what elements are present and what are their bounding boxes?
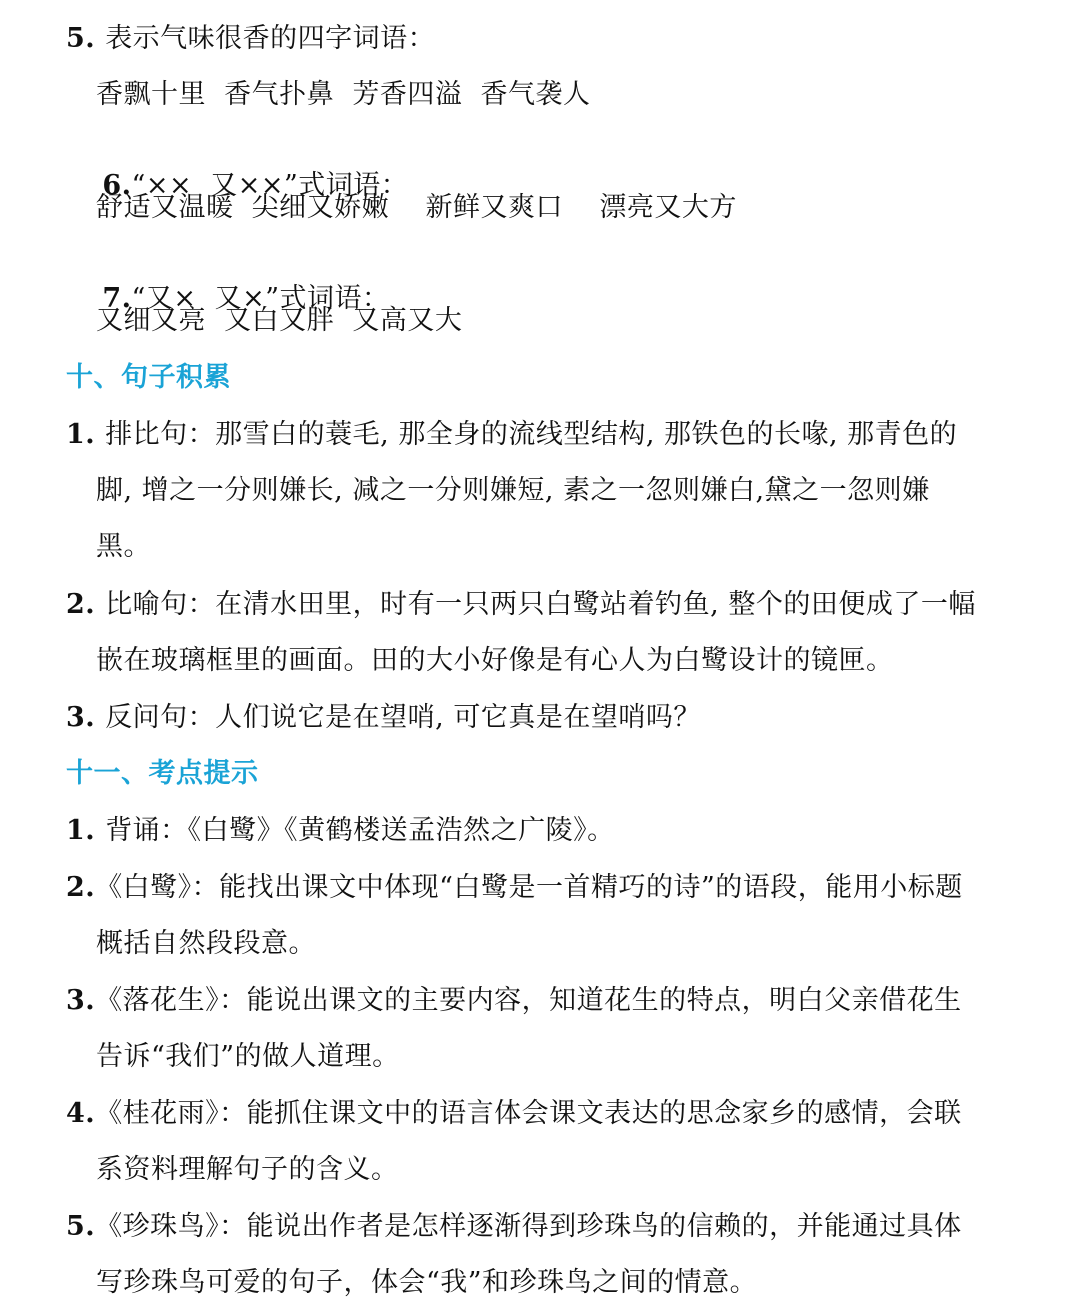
item-number: 3. xyxy=(66,985,96,1016)
item-number: 7. xyxy=(102,283,132,314)
item-number: 1. xyxy=(66,419,96,450)
exam-item-3-line-2: 告诉“我们”的做人道理。 xyxy=(96,1041,400,1072)
item-title: 表示气味很香的四字词语： xyxy=(105,23,436,54)
sentence-item-3-line-1 xyxy=(66,701,701,735)
item-text: 《白鹭》：能找出课文中体现“白鹭是一首精巧的诗”的语段，能用小标题 xyxy=(95,872,963,903)
exam-item-3-line-1 xyxy=(66,984,962,1018)
vocab-item-6-words: 舒适又温暖 尖细又娇嫩 新鲜又爽口 漂亮又大方 xyxy=(96,192,737,223)
exam-item-2-line-1 xyxy=(66,871,963,905)
item-text: 排比句：那雪白的蓑毛, 那全身的流线型结构, 那铁色的长喙, 那青色的 xyxy=(105,419,958,450)
exam-item-5-line-1 xyxy=(66,1210,962,1244)
exam-item-5-line-2: 写珍珠鸟可爱的句子，体会“我”和珍珠鸟之间的情意。 xyxy=(96,1267,758,1298)
section-11-heading: 十一、考点提示 xyxy=(66,758,259,789)
item-number: 6. xyxy=(102,170,132,201)
sentence-item-1-line-1 xyxy=(66,418,957,452)
item-number: 5. xyxy=(66,23,96,54)
item-number: 1. xyxy=(66,815,96,846)
vocab-item-5-title xyxy=(66,22,435,56)
sentence-item-2-line-2: 嵌在玻璃框里的画面。田的大小好像是有心人为白鹭设计的镜匣。 xyxy=(96,645,894,676)
item-text: 反问句：人们说它是在望哨, 可它真是在望哨吗？ xyxy=(105,702,701,733)
exam-item-4-line-1 xyxy=(66,1097,962,1131)
sentence-item-1-line-2: 脚, 增之一分则嫌长, 减之一分则嫌短, 素之一忽则嫌白,黛之一忽则嫌 xyxy=(96,475,930,506)
item-title: “又× 又×”式词语： xyxy=(131,283,390,314)
item-text: 《桂花雨》：能抓住课文中的语言体会课文表达的思念家乡的感情，会联 xyxy=(95,1098,962,1129)
vocab-item-6-title xyxy=(66,135,409,201)
item-number: 2. xyxy=(66,589,96,620)
item-text: 《落花生》：能说出课文的主要内容，知道花生的特点，明白父亲借花生 xyxy=(95,985,962,1016)
item-text: 背诵：《白鹭》《黄鹤楼送孟浩然之广陵》。 xyxy=(105,815,615,846)
item-number: 2. xyxy=(66,872,96,903)
exam-item-4-line-2: 系资料理解句子的含义。 xyxy=(96,1154,399,1185)
sentence-item-1-line-3: 黑。 xyxy=(96,531,151,562)
item-title: “×× 又××”式词语： xyxy=(131,170,409,201)
vocab-item-7-words: 又细又亮 又白又胖 又高又大 xyxy=(96,305,463,336)
item-text: 《珍珠鸟》：能说出作者是怎样逐渐得到珍珠鸟的信赖的，并能通过具体 xyxy=(95,1211,962,1242)
exam-item-1-line-1 xyxy=(66,814,615,848)
item-text: 比喻句：在清水田里，时有一只两只白鹭站着钓鱼, 整个的田便成了一幅 xyxy=(105,589,976,620)
exam-item-2-line-2: 概括自然段段意。 xyxy=(96,928,316,959)
vocab-item-5-words: 香飘十里 香气扑鼻 芳香四溢 香气袭人 xyxy=(96,79,591,110)
item-number: 4. xyxy=(66,1098,96,1129)
sentence-item-2-line-1 xyxy=(66,588,976,622)
item-number: 3. xyxy=(66,702,96,733)
section-10-heading: 十、句子积累 xyxy=(66,362,231,393)
vocab-item-7-title xyxy=(66,248,390,314)
item-number: 5. xyxy=(66,1211,96,1242)
